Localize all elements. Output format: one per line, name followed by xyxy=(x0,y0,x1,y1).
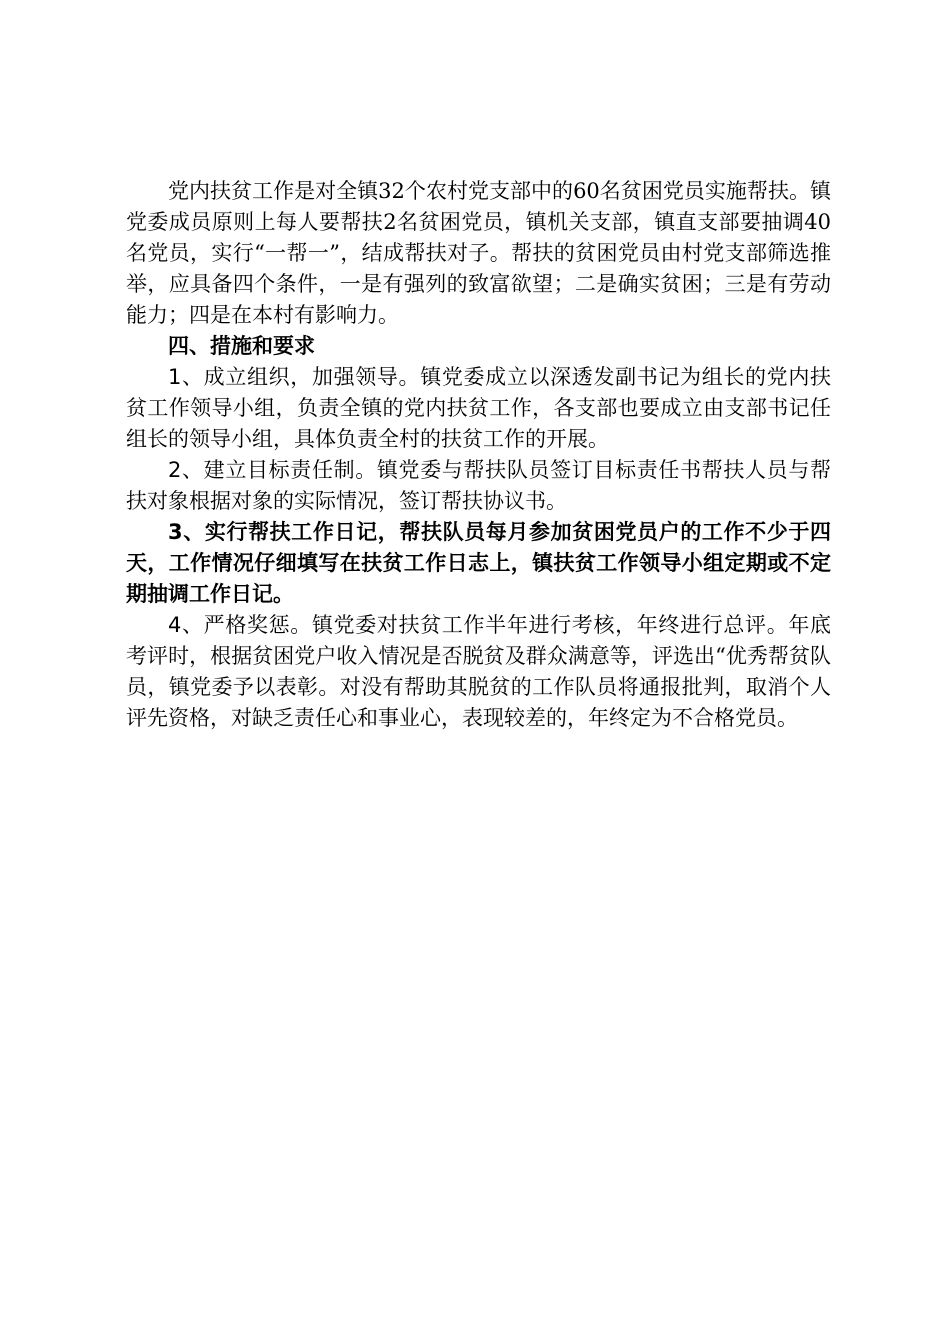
item-2-lead: 2、建立目标责任制。 xyxy=(168,458,377,482)
item-4-lead: 4、严格奖惩。 xyxy=(168,613,312,637)
item-3-text: 3、实行帮扶工作日记，帮扶队员每月参加贫困党员户的工作不少于四天，工作情况仔细填写在扶贫工作日志上，镇扶贫工作领导小组定期或不定期抽调工作日记。 xyxy=(126,520,831,606)
item-2-body: 镇党委与帮扶队员签订目标责任书帮扶人员与帮扶对象根据对象的实际情况，签订帮扶协议书。 xyxy=(126,458,831,513)
item-1-body: 镇党委成立以深透发副书记为组长的党内扶贫工作领导小组，负责全镇的党内扶贫工作，各支部也要成立由支部书记任组长的领导小组，具体负责全村的扶贫工作的开展。 xyxy=(126,365,831,451)
item-4-paragraph xyxy=(126,610,831,734)
document-body xyxy=(126,176,831,734)
item-2-paragraph xyxy=(126,455,831,517)
intro-paragraph xyxy=(126,176,831,331)
item-4-body: 镇党委对扶贫工作半年进行考核，年终进行总评。年底考评时，根据贫困党户收入情况是否脱贫及群众满意等，评选出“优秀帮贫队员，镇党委予以表彰。对没有帮助其脱贫的工作队员将通报批判，取消个人评先资格，对缺乏责任心和事业心，表现较差的，年终定为不合格党员。 xyxy=(126,613,831,730)
item-3-paragraph xyxy=(126,517,831,610)
item-1-paragraph xyxy=(126,362,831,455)
intro-text: 党内扶贫工作是对全镇32个农村党支部中的60名贫困党员实施帮扶。镇党委成员原则上每人要帮扶2名贫困党员，镇机关支部，镇直支部要抽调40名党员，实行“一帮一”，结成帮扶对子。帮扶的贫困党员由村党支部筛选推举，应具备四个条件，一是有强列的致富欲望；二是确实贫困；三是有劳动能力；四是在本村有影响力。 xyxy=(126,179,831,327)
section-heading-text: 四、措施和要求 xyxy=(168,334,315,358)
section-heading xyxy=(126,331,831,362)
item-1-lead: 1、成立组织，加强领导。 xyxy=(168,365,421,389)
